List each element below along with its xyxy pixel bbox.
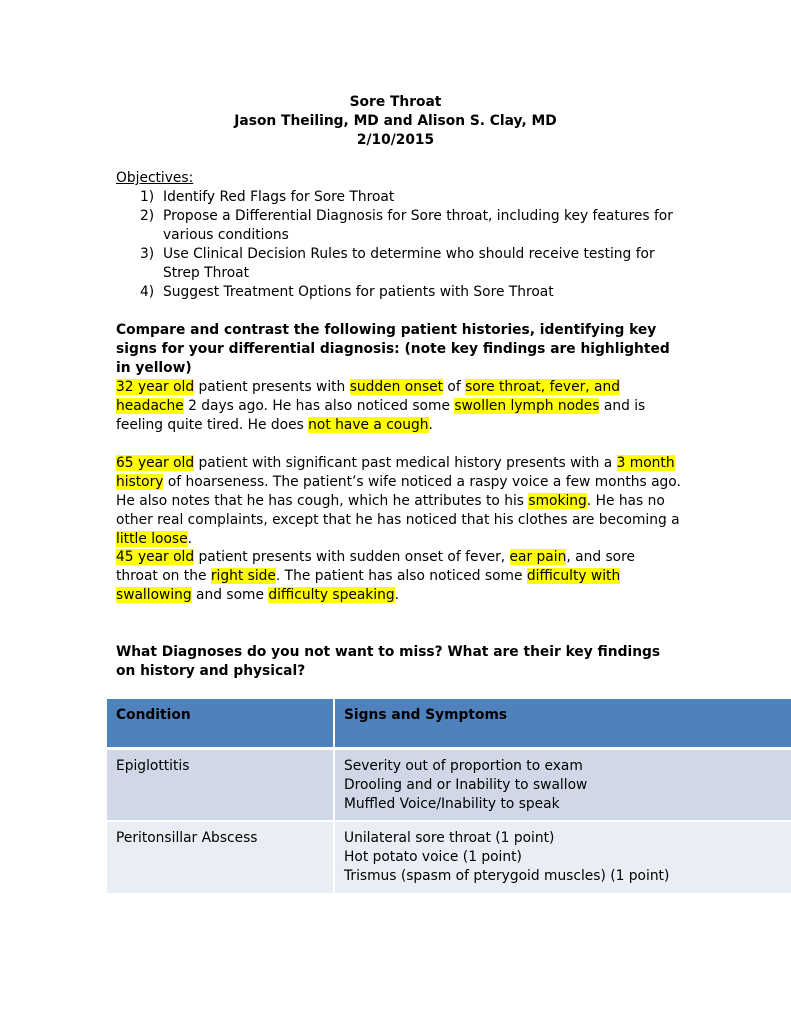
highlighted-finding: 45 year old	[116, 549, 195, 565]
highlighted-finding: swollen lymph nodes	[454, 398, 600, 414]
highlighted-finding: not have a cough	[308, 417, 429, 433]
case-text: and some	[191, 587, 269, 603]
condition-cell: Epiglottitis	[107, 747, 335, 820]
table-row	[107, 747, 791, 820]
case-text: , and sore throat on the	[116, 549, 635, 584]
document-date: 2/10/2015	[356, 132, 435, 148]
header-condition: Condition	[107, 699, 335, 747]
objective-item: 2) Propose a Differential Diagnosis for Sore throat, including key features for various conditions	[140, 208, 673, 243]
highlighted-finding: ear pain	[509, 549, 567, 565]
objective-item: 3) Use Clinical Decision Rules to determine who should receive testing for Strep Throat	[140, 246, 655, 281]
highlighted-finding: difficulty speaking	[268, 587, 395, 603]
case-text: 2 days ago. He has also noticed some	[183, 398, 455, 414]
highlighted-finding: right side	[210, 568, 276, 584]
highlighted-finding: 65 year old	[116, 455, 195, 471]
case-text: .	[394, 587, 399, 603]
highlighted-finding: smoking	[528, 493, 587, 509]
sign-item: Drooling and or Inability to swallow	[344, 777, 588, 793]
case-text: patient presents with	[194, 379, 350, 395]
case-paragraph-1	[116, 378, 681, 435]
objective-item: 1) Identify Red Flags for Sore Throat	[140, 189, 395, 205]
signs-cell	[335, 747, 791, 820]
case-paragraph-2	[116, 454, 681, 549]
sign-item: Trismus (spasm of pterygoid muscles) (1 point)	[344, 868, 670, 884]
highlighted-finding: 32 year old	[116, 379, 195, 395]
highlighted-finding: 3 month history	[116, 455, 675, 490]
document-authors: Jason Theiling, MD and Alison S. Clay, MD	[234, 113, 557, 129]
table-header-row	[107, 699, 791, 747]
case-text: patient with significant past medical history presents with a	[194, 455, 617, 471]
sign-item: Severity out of proportion to exam	[344, 758, 583, 774]
sign-item: Muffled Voice/Inability to speak	[344, 796, 560, 812]
sign-item: Hot potato voice (1 point)	[344, 849, 522, 865]
objectives-list	[116, 188, 676, 302]
case-text: of	[443, 379, 466, 395]
case-text: of hoarseness. The patient’s wife noticed a raspy voice a few months ago. He also notes that he has cough, which he attributes to his	[116, 474, 681, 509]
compare-prompt: Compare and contrast the following patient histories, identifying key signs for your differential diagnosis: (note key findings are highlighted in yellow)	[116, 322, 670, 376]
case-paragraph-3	[116, 548, 681, 605]
table-row	[107, 820, 791, 893]
case-text: .	[187, 531, 192, 547]
case-text: patient presents with sudden onset of fever,	[194, 549, 510, 565]
objectives-heading: Objectives:	[116, 170, 194, 186]
signs-cell	[335, 820, 791, 893]
case-text: . The patient has also noticed some	[275, 568, 527, 584]
case-text: .	[428, 417, 433, 433]
sign-item: Unilateral sore throat (1 point)	[344, 830, 555, 846]
document-title: Sore Throat	[349, 94, 442, 110]
diagnoses-prompt: What Diagnoses do you not want to miss? What are their key findings on history and physical?	[116, 644, 661, 679]
header-signs: Signs and Symptoms	[335, 699, 791, 747]
diagnosis-table	[107, 699, 791, 893]
document-header	[0, 93, 791, 150]
case-text: . He has no other real complaints, except that he has noticed that his clothes are becoming a	[116, 493, 680, 528]
highlighted-finding: difficulty with swallowing	[116, 568, 621, 603]
highlighted-finding: sore throat, fever, and headache	[116, 379, 620, 414]
highlighted-finding: little loose	[116, 531, 188, 547]
case-text: and is feeling quite tired. He does	[116, 398, 646, 433]
condition-cell: Peritonsillar Abscess	[107, 820, 335, 893]
highlighted-finding: sudden onset	[349, 379, 444, 395]
objectives-section	[116, 169, 676, 302]
objective-item: 4) Suggest Treatment Options for patients with Sore Throat	[140, 284, 554, 300]
